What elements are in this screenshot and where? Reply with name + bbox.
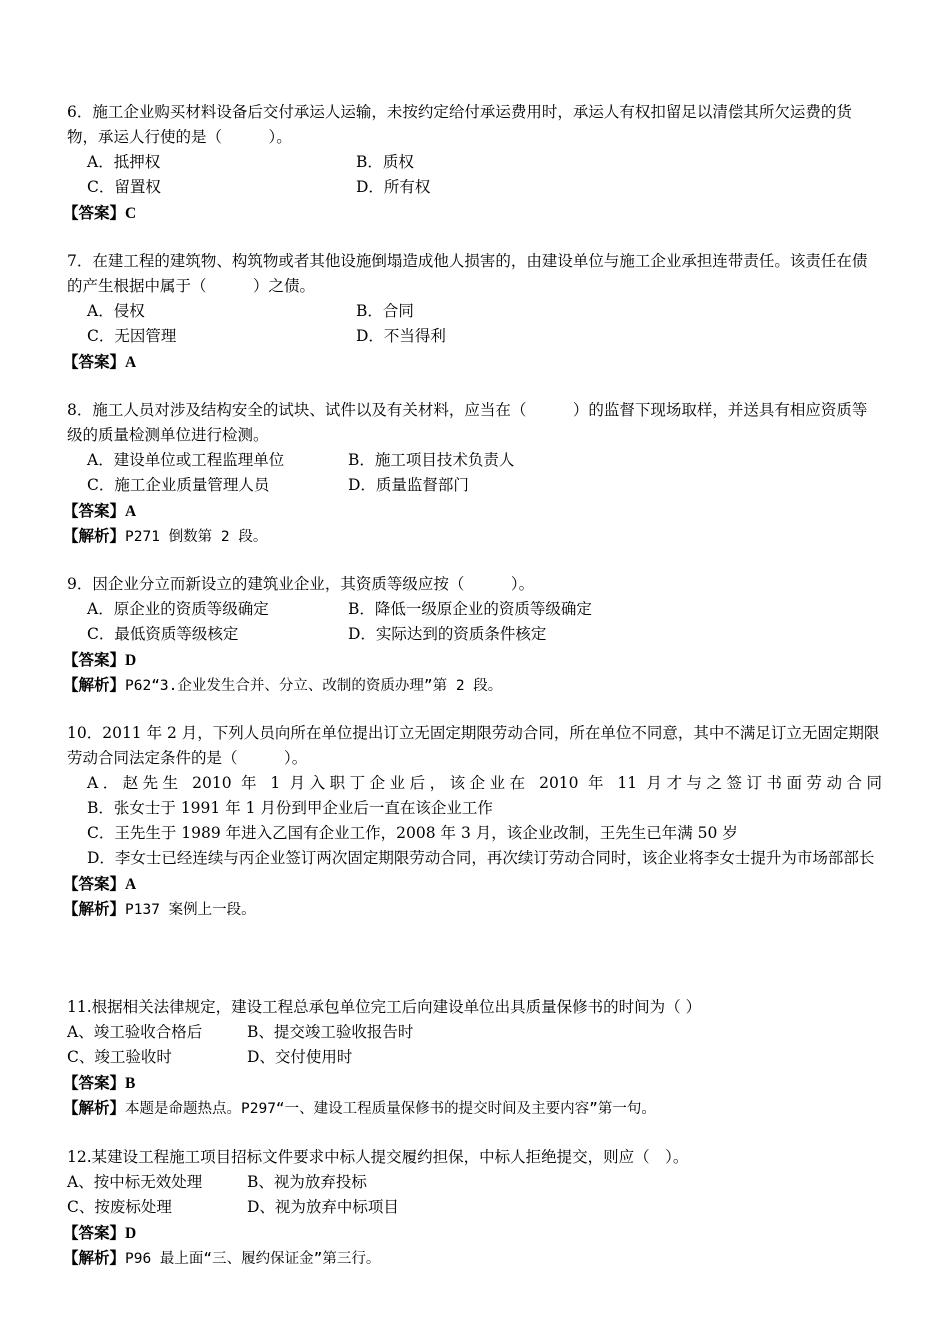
options-row xyxy=(67,299,882,324)
question-11 xyxy=(63,995,882,1120)
analysis-label: 【解析】 xyxy=(63,899,126,918)
analysis-line xyxy=(63,523,882,548)
answer-line xyxy=(63,1220,882,1245)
options-row xyxy=(67,175,882,200)
analysis-text: P96 最上面“三、履约保证金”第三行。 xyxy=(125,1251,381,1267)
options-row xyxy=(67,1020,882,1045)
question-stem: 6．施工企业购买材料设备后交付承运人运输，未按约定给付承运费用时，承运人有权扣留足以清偿其所欠运费的货物，承运人行使的是（ ）。 xyxy=(67,103,852,146)
answer-line xyxy=(63,647,882,672)
option-c: C．施工企业质量管理人员 xyxy=(87,476,270,494)
options-row xyxy=(67,150,882,175)
answer-value: D xyxy=(125,1225,137,1242)
question-6 xyxy=(63,100,882,225)
analysis-label: 【解析】 xyxy=(63,1248,126,1267)
options-row xyxy=(67,1045,882,1070)
answer-value: A xyxy=(125,354,137,371)
answer-value: A xyxy=(125,503,137,520)
question-stem: 9．因企业分立而新设立的建筑业企业，其资质等级应按（ ）。 xyxy=(67,575,535,593)
question-stem: 12.某建设工程施工项目招标文件要求中标人提交履约担保，中标人拒绝提交，则应（ ）。 xyxy=(67,1148,689,1166)
analysis-line xyxy=(63,672,882,697)
option-b: B、提交竣工验收报告时 xyxy=(247,1023,414,1041)
question-12 xyxy=(63,1145,882,1270)
option-a: A．侵权 xyxy=(87,302,145,320)
answer-line xyxy=(63,498,882,523)
options-row xyxy=(67,324,882,349)
analysis-line xyxy=(63,1095,882,1120)
options-row xyxy=(67,622,882,647)
option-d: D．实际达到的资质条件核定 xyxy=(348,625,547,643)
analysis-line xyxy=(63,896,882,921)
answer-label: 【答案】 xyxy=(63,501,126,520)
options-row xyxy=(67,448,882,473)
answer-label: 【答案】 xyxy=(63,203,126,222)
option-d: D．所有权 xyxy=(356,178,431,196)
analysis-label: 【解析】 xyxy=(63,526,126,545)
options-row xyxy=(67,1170,882,1195)
analysis-line xyxy=(63,1245,882,1270)
option-c: C、竣工验收时 xyxy=(67,1048,172,1066)
analysis-text: P62“3.企业发生合并、分立、改制的资质办理”第 2 段。 xyxy=(125,678,503,694)
question-10 xyxy=(63,721,882,921)
option-b: B．质权 xyxy=(356,153,414,171)
answer-label: 【答案】 xyxy=(63,1073,126,1092)
answer-line xyxy=(63,349,882,374)
option-c: C．王先生于 1989 年进入乙国有企业工作，2008 年 3 月，该企业改制，王先生已年满 50 岁 xyxy=(87,824,738,842)
options-row xyxy=(67,597,882,622)
question-stem: 7．在建工程的建筑物、构筑物或者其他设施倒塌造成他人损害的，由建设单位与施工企业承担连带责任。该责任在债的产生根据中属于（ ）之债。 xyxy=(67,252,868,295)
question-stem: 11.根据相关法律规定，建设工程总承包单位完工后向建设单位出具质量保修书的时间为（ ） xyxy=(67,998,702,1016)
question-stem: 8．施工人员对涉及结构安全的试块、试件以及有关材料，应当在（ ）的监督下现场取样，并送具有相应资质等级的质量检测单位进行检测。 xyxy=(67,401,868,444)
option-d: D．不当得利 xyxy=(356,327,446,345)
answer-line xyxy=(63,1070,882,1095)
answer-line xyxy=(63,871,882,896)
answer-label: 【答案】 xyxy=(63,1223,126,1242)
option-b: B．施工项目技术负责人 xyxy=(348,451,515,469)
option-c: C．留置权 xyxy=(87,178,161,196)
option-d: D．李女士已经连续与丙企业签订两次固定期限劳动合同，再次续订劳动合同时，该企业将李女士提升为市场部部长 xyxy=(87,849,875,867)
option-c: C．最低资质等级核定 xyxy=(87,625,239,643)
option-b: B．降低一级原企业的资质等级确定 xyxy=(348,600,592,618)
option-a: A．赵先生 2010 年 1 月入职丁企业后，该企业在 2010 年 11 月才与之签订书面劳动合同 xyxy=(87,774,882,792)
answer-value: C xyxy=(125,205,137,222)
analysis-text: P271 倒数第 2 段。 xyxy=(125,529,268,545)
option-a: A．建设单位或工程监理单位 xyxy=(87,451,285,469)
option-d: D．质量监督部门 xyxy=(348,476,469,494)
analysis-label: 【解析】 xyxy=(63,1098,126,1117)
answer-line xyxy=(63,200,882,225)
analysis-label: 【解析】 xyxy=(63,675,126,694)
question-9 xyxy=(63,572,882,697)
option-b: B．合同 xyxy=(356,302,414,320)
analysis-text: P137 案例上一段。 xyxy=(125,902,256,918)
question-stem: 10．2011 年 2 月，下列人员向所在单位提出订立无固定期限劳动合同，所在单位不同意，其中不满足订立无固定期限劳动合同法定条件的是（ ）。 xyxy=(67,724,880,767)
option-a: A．原企业的资质等级确定 xyxy=(87,600,269,618)
option-b: B、视为放弃投标 xyxy=(247,1173,367,1191)
answer-label: 【答案】 xyxy=(63,650,126,669)
option-c: C．无因管理 xyxy=(87,327,177,345)
analysis-text: 本题是命题热点。P297“一、建设工程质量保修书的提交时间及主要内容”第一句。 xyxy=(125,1101,656,1117)
option-c: C、按废标处理 xyxy=(67,1198,172,1216)
option-b: B．张女士于 1991 年 1 月份到甲企业后一直在该企业工作 xyxy=(87,799,493,817)
answer-value: A xyxy=(125,876,137,893)
options-row xyxy=(67,473,882,498)
question-8 xyxy=(63,398,882,548)
option-a: A、竣工验收合格后 xyxy=(67,1023,203,1041)
answer-value: D xyxy=(125,652,137,669)
option-a: A．抵押权 xyxy=(87,153,161,171)
answer-value: B xyxy=(125,1075,136,1092)
answer-label: 【答案】 xyxy=(63,874,126,893)
options-row xyxy=(67,1195,882,1220)
option-d: D、视为放弃中标项目 xyxy=(247,1198,399,1216)
option-a: A、按中标无效处理 xyxy=(67,1173,203,1191)
answer-label: 【答案】 xyxy=(63,352,126,371)
question-7 xyxy=(63,249,882,374)
option-d: D、交付使用时 xyxy=(247,1048,353,1066)
